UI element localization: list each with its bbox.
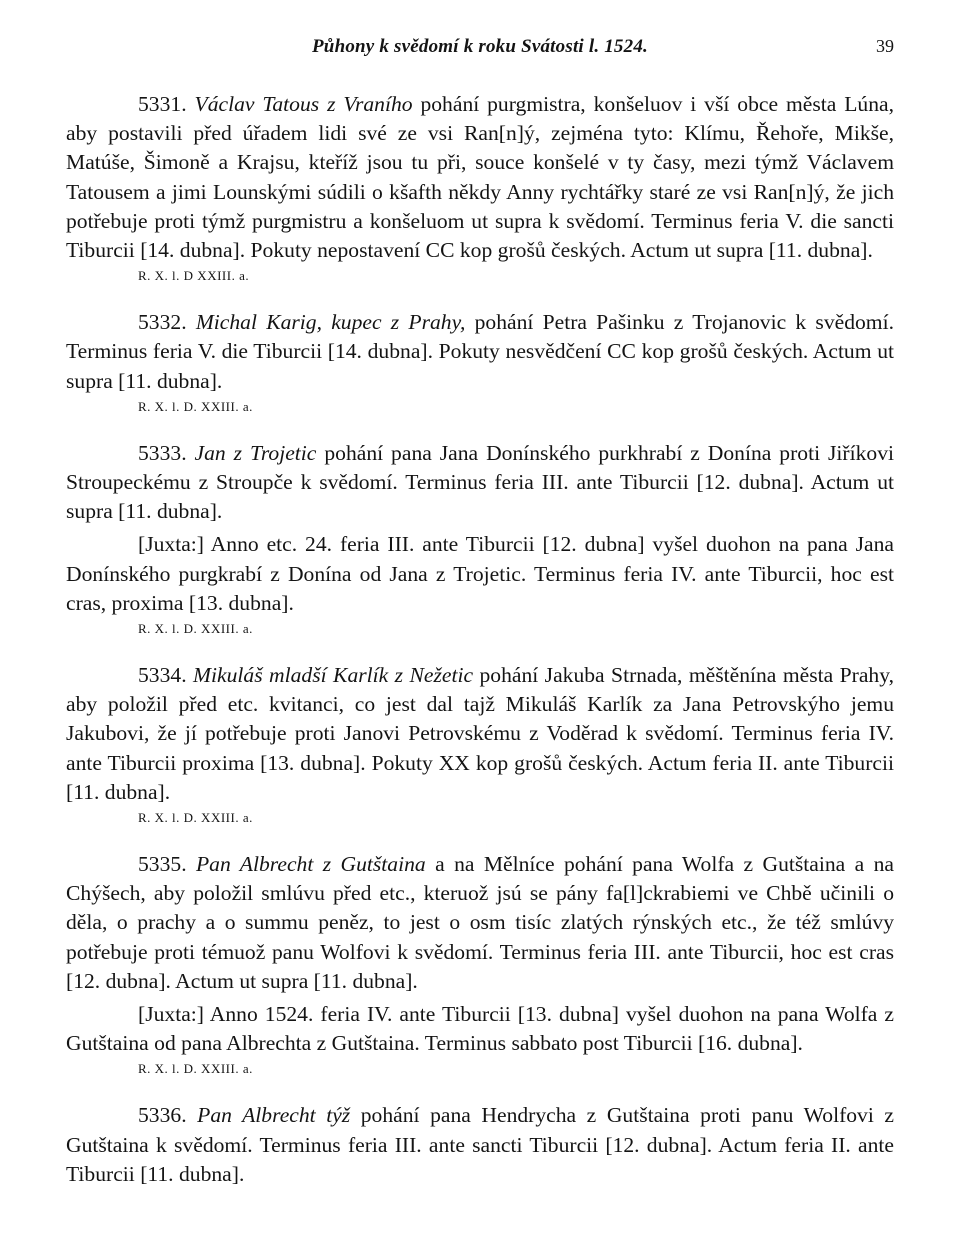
entry-body: pohání Jakuba Strnada, měštěnína města Prahy, aby položil před etc. kvitanci, co jest dal tajž Mikuláš Karlík za Jana Petrovskýho jemu Jakubovi, že jí potřebuje proti Janovi Petrovskému z Voděrad k svědomí. Terminus feria IV. ante Tiburcii proxima [13. dubna]. Pokuty XX kop grošů českých. Actum feria II. ante Tiburcii [11. dubna]. [66, 663, 894, 804]
entry-body: pohání Petra Pašinku z Trojanovic k svědomí. Terminus feria V. die Tiburcii [14. dubna]. Pokuty nesvědčení CC kop grošů českých. Actum ut supra [11. dubna]. [66, 310, 894, 393]
archival-signature: R. X. l. D. XXIII. a. [138, 398, 253, 414]
entry-party-name: Michal Karig, kupec z Prahy, [195, 310, 466, 335]
entry-note: [Juxta:] Anno 1524. feria IV. ante Tiburcii [13. dubna] vyšel duohon na pana Wolfa z Gutštaina od pana Albrechta z Gutštaina. Terminus sabbato post Tiburcii [16. dubna]. [66, 1002, 894, 1056]
entry-party-name: Pan Albrecht z Gutštaina [195, 852, 426, 877]
archival-signature: R. X. l. D. XXIII. a. [138, 810, 253, 826]
entry-text [66, 308, 894, 396]
entry-text [66, 1101, 894, 1189]
entry-text [66, 439, 894, 527]
entry-5335 [66, 850, 894, 1077]
entry-party-name: Pan Albrecht týž [197, 1103, 351, 1128]
page-header [66, 36, 894, 66]
document-page [66, 36, 894, 1189]
entry-number: 5334. [138, 663, 187, 688]
entry-5332 [66, 308, 894, 415]
entry-5331 [66, 90, 894, 284]
entry-party-name: Jan z Trojetic [194, 440, 317, 465]
archival-signature: R. X. l. D XXIII. a. [138, 268, 250, 284]
archival-signature: R. X. l. D. XXIII. a. [138, 1061, 253, 1077]
entry-body: pohání pana Hendrycha z Gutštaina proti panu Wolfovi z Gutštaina k svědomí. Terminus feria III. ante sancti Tiburcii [12. dubna]. Actum feria II. ante Tiburcii [11. dubna]. [66, 1103, 894, 1186]
entry-number: 5335. [138, 852, 187, 877]
entry-number: 5332. [138, 310, 187, 335]
entry-5334 [66, 661, 894, 826]
entry-5336 [66, 1101, 894, 1189]
entry-number: 5331. [138, 92, 187, 116]
entry-party-name: Václav Tatous z Vraního [194, 92, 413, 116]
entry-note: [Juxta:] Anno etc. 24. feria III. ante Tiburcii [12. dubna] vyšel duohon na pana Jana Donínského purgkrabí z Donína od Jana z Trojetic. Terminus feria IV. ante Tiburcii, hoc est cras, proxima [13. dubna]. [66, 532, 894, 615]
entry-number: 5333. [138, 440, 187, 465]
entry-number: 5336. [138, 1103, 187, 1128]
entry-5333 [66, 439, 894, 637]
entry-party-name: Mikuláš mladší Karlík z Nežetic [193, 663, 474, 688]
entry-body: pohání pana Jana Donínského purkhrabí z Donína proti Jiříkovi Stroupeckému z Stroupče k svědomí. Terminus feria III. ante Tiburcii [12. dubna]. Actum ut supra [11. dubna]. [66, 440, 895, 524]
page-number: 39 [876, 36, 894, 56]
entry-body: pohání purgmistra, konšeluov i vší obce města Lúna, aby postavili před úřadem lidi své ze vsi Ran[n]ý, zejména tyto: Klímu, Řehoře, Mikše, Matúše, Šimoně a Krajsu, kteříž jsou tu při, souce konšelé v ty časy, mezi týmž Václavem Tatousem a jimi Lounskými súdili o kšafth někdy Anny rychtářky staré ze vsi Ran[n]ý, že jich potřebuje proti týmž purgmistru a konšeluom ut supra k svědomí. Terminus feria V. die sancti Tiburcii [14. dubna]. Pokuty nepostavení CC kop grošů českých. Actum ut supra [11. dubna]. [66, 92, 894, 263]
entry-body: a na Mělníce pohání pana Wolfa z Gutštaina a na Chýšech, aby položil smlúvu před etc., kteruož jsú se pány fa[l]ckrabiemi ve Chbě učinili o děla, o prachy a o summu peněz, to jest o osm tisíc zlatých rýnských etc., že též smlúvy potřebuje proti témuož panu Wolfovi k svědomí. Terminus feria III. ante Tiburcii, hoc est cras [12. dubna]. Actum ut supra [11. dubna]. [66, 852, 894, 993]
running-title: Půhony k svědomí k roku Svátosti l. 1524. [312, 36, 648, 57]
entry-text [66, 661, 894, 807]
entry-text [66, 90, 894, 265]
archival-signature: R. X. l. D. XXIII. a. [138, 621, 253, 637]
entry-text [66, 850, 894, 996]
